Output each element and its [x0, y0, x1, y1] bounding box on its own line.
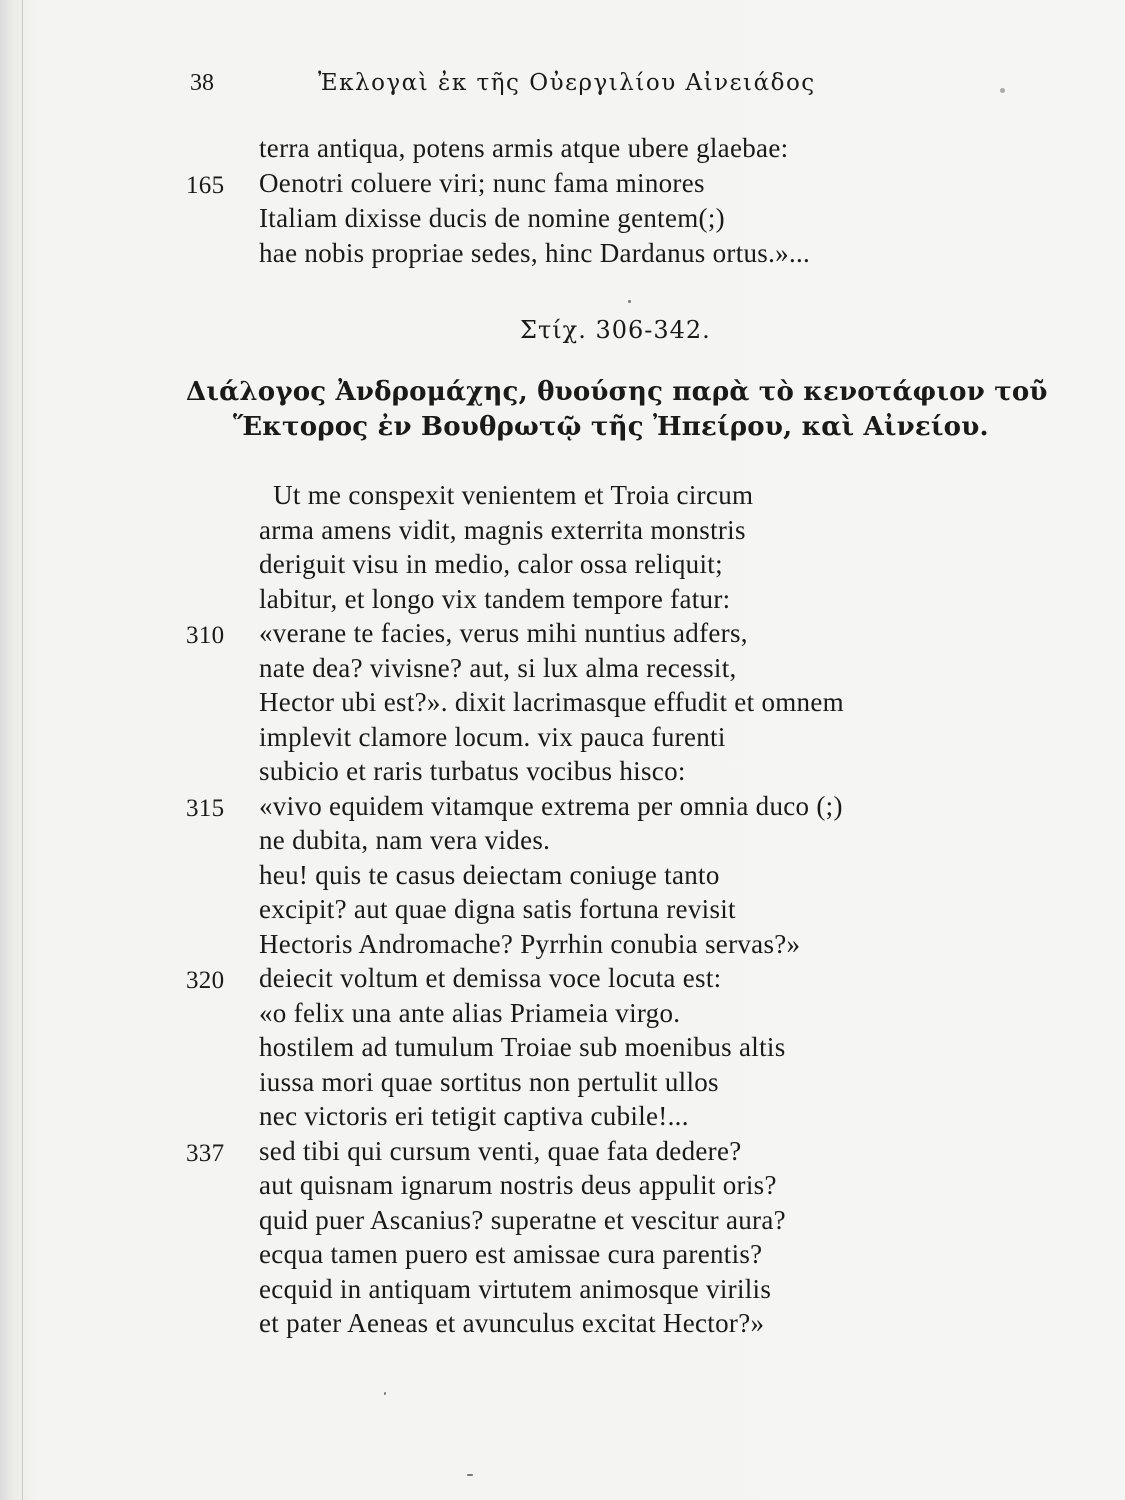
verse-line	[0, 1030, 1125, 1064]
verse-text: Ut me conspexit venientem et Troia circum	[259, 480, 754, 510]
verse-text: «o felix una ante alias Priameia virgo.	[259, 997, 681, 1028]
print-speck	[467, 1474, 473, 1476]
verse-line	[0, 1065, 1125, 1099]
running-title: Ἐκλογαὶ ἐκ τῆς Οὐεργιλίου Αἰνειάδος	[318, 70, 816, 96]
verse-line	[0, 651, 1125, 685]
verse-text: arma amens vidit, magnis exterrita monstris	[259, 514, 746, 545]
verse-text: excipit? aut quae digna satis fortuna revisit	[259, 894, 736, 924]
verse-line	[0, 166, 1125, 200]
verse-line	[0, 1203, 1125, 1237]
verse-text: labitur, et longo vix tandem tempore fatur:	[259, 583, 731, 614]
verse-line	[0, 582, 1125, 616]
verse-text: terra antiqua, potens armis atque ubere glaebae:	[259, 133, 789, 163]
verse-text: Hectoris Andromache? Pyrrhin conubia servas?»	[259, 928, 801, 959]
verse-line	[0, 1237, 1125, 1271]
line-number: 337	[186, 1139, 225, 1167]
line-number: 165	[186, 172, 225, 199]
verse-line	[0, 201, 1125, 235]
verse-line	[0, 478, 1125, 512]
verse-line	[0, 892, 1125, 926]
verse-text: iussa mori quae sortitus non pertulit ullos	[259, 1066, 719, 1097]
verse-line	[0, 1272, 1125, 1306]
verse-text: quid puer Ascanius? superatne et vescitur aura?	[259, 1204, 786, 1235]
verse-text: deriguit visu in medio, calor ossa reliquit;	[259, 549, 723, 579]
verse-text: «vivo equidem vitamque extrema per omnia duco (;)	[259, 790, 843, 821]
page-number: 38	[190, 70, 214, 96]
verse-text: aut quisnam ignarum nostris deus appulit oris?	[259, 1170, 777, 1200]
verse-line	[0, 996, 1125, 1030]
verse-line	[0, 513, 1125, 547]
verse-line	[0, 1168, 1125, 1202]
verse-text: ecquid in antiquam virtutem animosque virilis	[259, 1273, 772, 1304]
verse-line	[0, 547, 1125, 581]
verse-line	[0, 1306, 1125, 1340]
verse-text: sed tibi qui cursum venti, quae fata dedere?	[259, 1135, 742, 1166]
section-reference: Στίχ. 306-342.	[520, 316, 711, 344]
print-speck	[1000, 88, 1005, 93]
verse-text: subicio et raris turbatus vocibus hisco:	[259, 756, 686, 786]
verse-text: Hector ubi est?». dixit lacrimasque effudit et omnem	[259, 687, 844, 717]
verse-line	[0, 685, 1125, 719]
section-heading-line-2: Ἕκτορος ἐν Βουθρωτῷ τῆς Ἠπείρου, καὶ Αἰνείου.	[233, 412, 989, 442]
line-number: 320	[186, 967, 225, 994]
print-speck	[384, 1392, 386, 1395]
section-heading-line-1: Διάλογος Ἀνδρομάχης, θυούσης παρὰ τὸ κενοτάφιον τοῦ	[186, 377, 1048, 407]
line-number: 315	[186, 794, 225, 822]
verse-text: hae nobis propriae sedes, hinc Dardanus ortus.»...	[259, 238, 811, 268]
verse-text: nec victoris eri tetigit captiva cubile!...	[259, 1101, 689, 1131]
verse-line	[0, 789, 1125, 823]
line-number: 310	[186, 622, 225, 649]
verse-line	[0, 858, 1125, 892]
verse-text: Oenotri coluere viri; nunc fama minores	[259, 168, 705, 198]
verse-text: nate dea? vivisne? aut, si lux alma recessit,	[259, 652, 737, 683]
print-speck	[628, 300, 631, 303]
verse-line	[0, 236, 1125, 270]
verse-line	[0, 131, 1125, 165]
verse-text: ecqua tamen puero est amissae cura parentis?	[259, 1239, 763, 1269]
verse-line	[0, 961, 1125, 995]
verse-line	[0, 1134, 1125, 1168]
page-header	[0, 70, 1125, 104]
verse-line	[0, 616, 1125, 650]
verse-line	[0, 720, 1125, 754]
verse-text: deiecit voltum et demissa voce locuta est:	[259, 963, 722, 993]
verse-text: et pater Aeneas et avunculus excitat Hector?»	[259, 1308, 765, 1338]
verse-line	[0, 754, 1125, 788]
verse-text: implevit clamore locum. vix pauca furenti	[259, 721, 726, 752]
verse-line	[0, 1099, 1125, 1133]
verse-text: ne dubita, nam vera vides.	[259, 825, 551, 855]
verse-line	[0, 823, 1125, 857]
verse-text: heu! quis te casus deiectam coniuge tanto	[259, 859, 720, 890]
verse-text: hostilem ad tumulum Troiae sub moenibus altis	[259, 1032, 786, 1062]
verse-text: Italiam dixisse ducis de nomine gentem(;)	[259, 203, 725, 233]
verse-line	[0, 927, 1125, 961]
verse-text: «verane te facies, verus mihi nuntius adfers,	[259, 618, 748, 648]
